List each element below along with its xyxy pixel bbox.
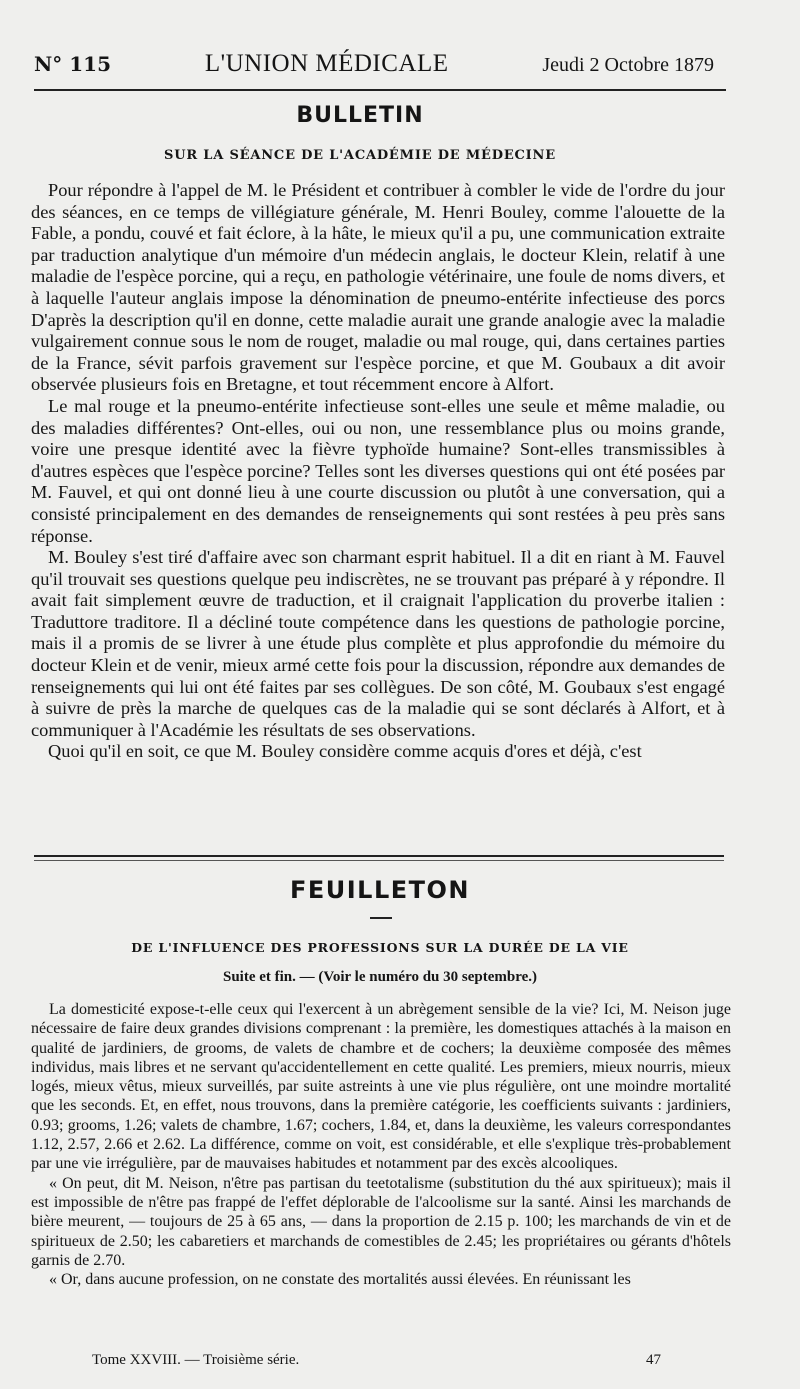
feuilleton-paragraph: La domesticité expose-t-elle ceux qui l'exercent à un abrègement sensible de la vie? Ici, M. Neison juge nécessaire de faire deux grandes divisions comprenant : la première, les domestiques attachés à la maison en qualité de jardiniers, de grooms, de valets de chambre et de cochers; la deuxième composée des mêmes individus, mais libres et ne servant qu'accidentellement en cette qualité. Les premiers, mieux nourris, mieux logés, mieux vêtus, mieux surveillés, par suite astreints à une vie plus régulière, ont une moindre mortalité que les seconds. Et, en effet, nous trouvons, dans la première catégorie, les coefficients suivants : jardiniers, 0.93; grooms, 1.26; valets de chambre, 1.67; cochers, 1.84, et, dans la deuxième, les valeurs correspondantes 1.12, 2.57, 2.66 et 2.62. La différence, comme on voit, est considérable, et elle s'explique très-probablement par une vie irrégulière, par de mauvaises habitudes et notamment par des excès alcooliques. (31, 1001, 731, 1173)
issue-number: N° 115 (34, 52, 111, 76)
page-number: 47 (646, 1352, 661, 1368)
section-divider-thin (34, 860, 724, 861)
issue-date: Jeudi 2 Octobre 1879 (542, 54, 714, 76)
header-rule (34, 89, 726, 91)
bulletin-title: BULLETIN (296, 103, 424, 128)
feuilleton-paragraph: « On peut, dit M. Neison, n'être pas partisan du teetotalisme (substitution du thé aux spiritueux); mais il est impossible de n'être pas frappé de l'effet déplorable de l'alcoolisme sur la santé. Ainsi les marchands de bière meurent, — toujours de 25 à 65 ans, — dans la proportion de 2.15 p. 100; les marchands de vin et de spiritueux de 2.50; les cabaretiers et marchands de comestibles de 2.45; les propriétaires ou gérants d'hôtels garnis de 2.70. (31, 1174, 731, 1269)
journal-title: L'UNION MÉDICALE (204, 50, 449, 77)
feuilleton-subtitle: DE L'INFLUENCE DES PROFESSIONS SUR LA DURÉE DE LA VIE (131, 940, 629, 955)
section-divider (34, 855, 724, 857)
bulletin-paragraph: Pour répondre à l'appel de M. le Président et contribuer à combler le vide de l'ordre du jour des séances, en ce temps de villégiature générale, M. Henri Bouley, comme l'alouette de la Fable, a pondu, couvé et fait éclore, à la hâte, le mieux qu'il a pu, une communication extraite par traduction analytique d'un mémoire d'un médecin anglais, le docteur Klein, relatif à une maladie de l'espèce porcine, qui a reçu, en pathologie vétérinaire, une foule de noms divers, et à laquelle l'auteur anglais impose la dénomination de pneumo-entérite infectieuse des porcs D'après la description qu'il en donne, cette maladie aurait une grande analogie avec la maladie vulgairement connue sous le nom de rouget, maladie ou mal rouge, qui, dans certaines parties de la France, sévit parfois gravement sur l'espèce porcine, et que M. Goubaux a dit avoir observée plusieurs fois en Bretagne, et tout récemment encore à Alfort. (31, 180, 725, 395)
feuilleton-continuation: Suite et fin. — (Voir le numéro du 30 septembre.) (222, 969, 538, 985)
feuilleton-body (31, 1000, 731, 1289)
bulletin-body (31, 180, 725, 763)
footer-volume: Tome XXVIII. — Troisième série. (92, 1352, 300, 1368)
bulletin-paragraph: Le mal rouge et la pneumo-entérite infectieuse sont-elles une seule et même maladie, ou des maladies différentes? Ont-elles, oui ou non, une ressemblance plus ou moins grande, voire une presque identité avec la fièvre typhoïde humaine? Sont-elles transmissibles à d'autres espèces que l'espèce porcine? Telles sont les diverses questions qui ont été posées par M. Fauvel, et qui ont donné lieu à une courte discussion ou plutôt à une conversation, qui a consisté principalement en des demandes de renseignements qui sont restées à peu près sans réponse. (31, 395, 725, 546)
bulletin-subtitle: SUR LA SÉANCE DE L'ACADÉMIE DE MÉDECINE (164, 148, 556, 163)
bulletin-paragraph: M. Bouley s'est tiré d'affaire avec son charmant esprit habituel. Il a dit en riant à M. Fauvel qu'il trouvait ses questions quelque peu indiscrètes, ne se trouvant pas préparé à y répondre. Il avait fait simplement œuvre de traduction, et il craignait l'application du proverbe italien : Traduttore traditore. Il a décliné toute compétence dans les questions de pathologie porcine, mais il a promis de se livrer à une étude plus complète et plus approfondie du mémoire du docteur Klein et de venir, mieux armé cette fois pour la discussion, répondre aux demandes de renseignements qui lui ont été faites par ses collègues. De son côté, M. Goubaux s'est engagé à suivre de près la marche de quelques cas de la maladie qui se sont déclarés à Alfort, et à communiquer à l'Académie les résultats de ses observations. (31, 547, 725, 740)
page-header (34, 50, 714, 90)
bulletin-paragraph: Quoi qu'il en soit, ce que M. Bouley considère comme acquis d'ores et déjà, c'est (48, 741, 642, 762)
title-dash (370, 917, 392, 919)
feuilleton-title: FEUILLETON (289, 876, 471, 904)
feuilleton-paragraph: « Or, dans aucune profession, on ne constate des mortalités aussi élevées. En réunissant les (49, 1271, 631, 1289)
